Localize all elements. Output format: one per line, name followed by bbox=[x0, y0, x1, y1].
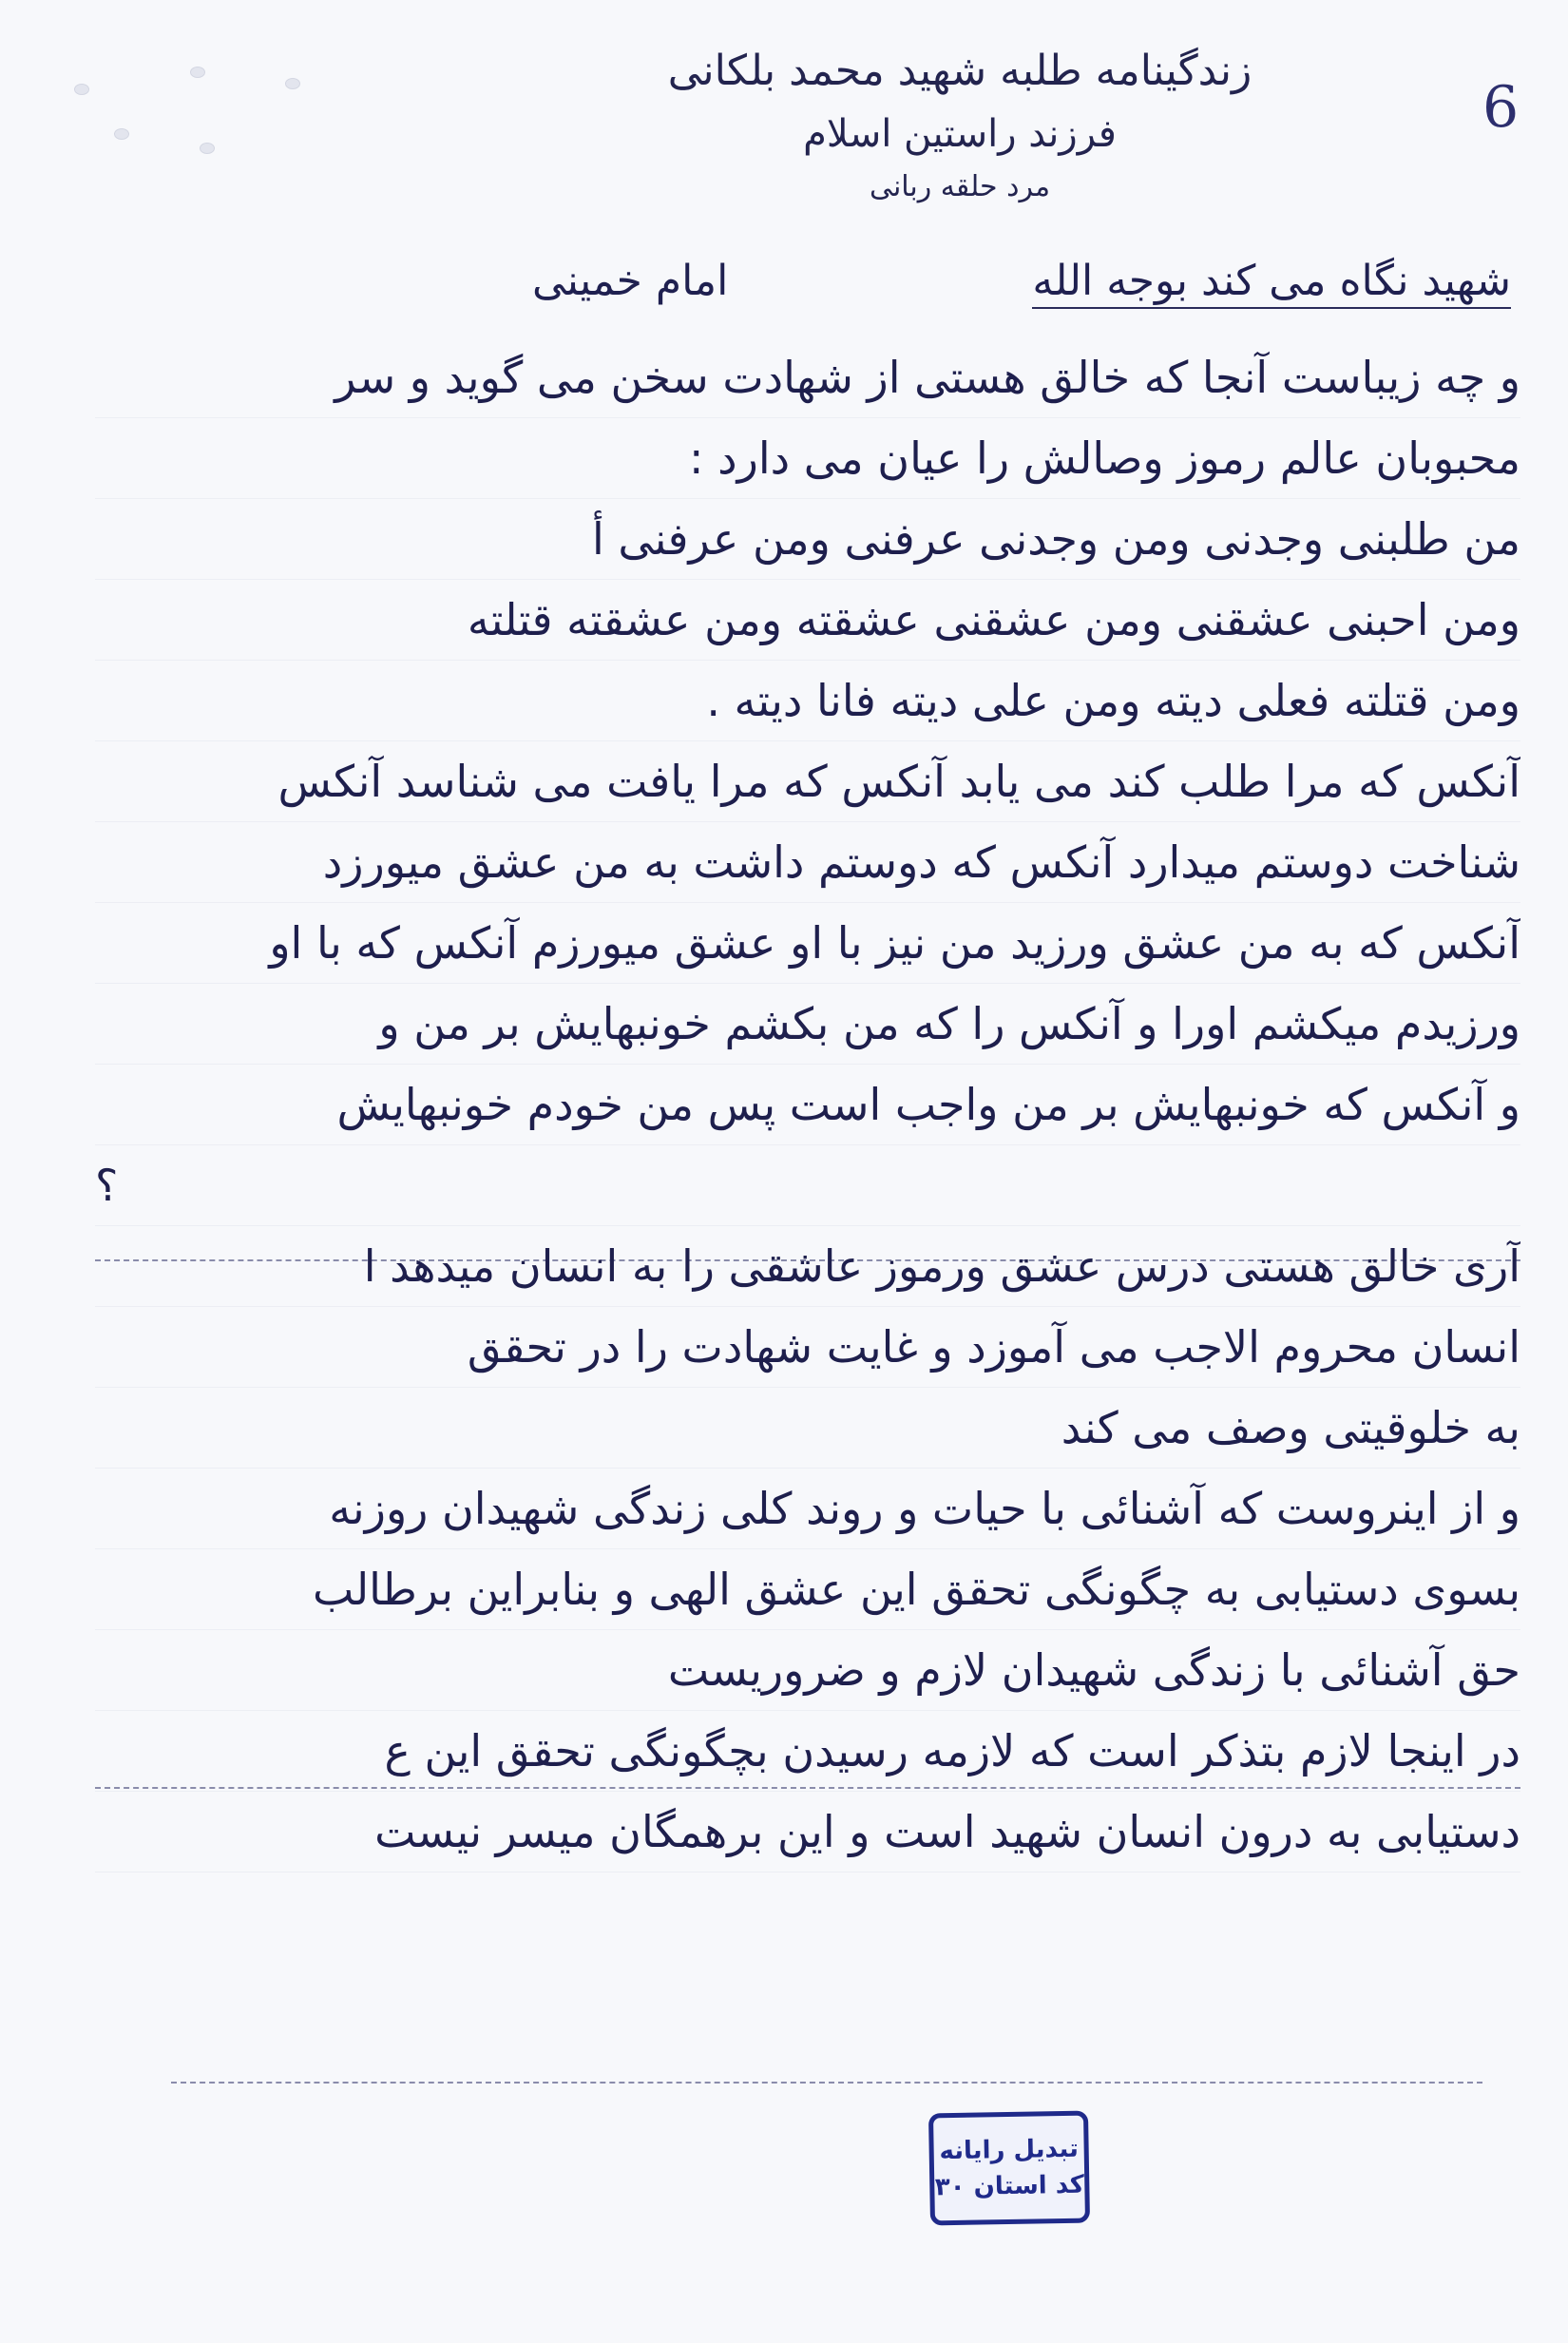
text-line: شناخت دوستم میدارد آنکس که دوستم داشت به من عشق میورزد bbox=[95, 822, 1520, 903]
page-number: 6 bbox=[1482, 74, 1520, 141]
text-line: من طلبنی وجدنی ومن وجدنی عرفنی ومن عرفنی أ bbox=[95, 499, 1520, 580]
text-line: آنکس که به من عشق ورزید من نیز با او عشق میورزم آنکس که با او bbox=[95, 903, 1520, 984]
text-line: بسوی دستیابی به چگونگی تحقق این عشق الهی و بنابراین برطالب bbox=[95, 1549, 1520, 1630]
stamp-line-2: کد استان ۳۰ bbox=[934, 2170, 1085, 2202]
paper-hole-mark bbox=[285, 78, 300, 89]
text-line: ومن قتلته فعلی دیته ومن علی دیته فانا دیته . bbox=[95, 661, 1520, 741]
dashed-divider bbox=[171, 2082, 1482, 2084]
text-line: و چه زیباست آنجا که خالق هستی از شهادت سخن می گوید و سر bbox=[95, 337, 1520, 418]
text-line: در اینجا لازم بتذکر است که لازمه رسیدن بچگونگی تحقق این ع bbox=[95, 1711, 1520, 1792]
text-line: دستیابی به درون انسان شهید است و این برهمگان میسر نیست bbox=[95, 1792, 1520, 1872]
text-line: ؟ bbox=[95, 1145, 1520, 1226]
paper-hole-mark bbox=[200, 143, 215, 154]
stamp-line-1: تبدیل رایانه bbox=[939, 2134, 1080, 2166]
text-line: به خلوقیتی وصف می کند bbox=[95, 1388, 1520, 1469]
text-line: و آنکس که خونبهایش بر من واجب است پس من خودم خونبهایش bbox=[95, 1065, 1520, 1145]
text-line: و از اینروست که آشنائی با حیات و روند کلی زندگی شهیدان روزنه bbox=[95, 1469, 1520, 1549]
archive-stamp bbox=[928, 2111, 1090, 2226]
epigraph-text: شهید نگاه می کند بوجه الله bbox=[1032, 257, 1511, 309]
document-title: زندگینامه طلبه شهید محمد بلکانی bbox=[667, 47, 1252, 95]
text-line: آری خالق هستی درس عشق ورموز عاشقی را به انسان میدهد ا bbox=[95, 1226, 1520, 1307]
text-line: ومن احبنی عشقنی ومن عشقنی عشقته ومن عشقته قتلته bbox=[95, 580, 1520, 661]
text-line: انسان محروم الاجب می آموزد و غایت شهادت را در تحقق bbox=[95, 1307, 1520, 1388]
text-line: محبوبان عالم رموز وصالش را عیان می دارد : bbox=[95, 418, 1520, 499]
document-header bbox=[532, 38, 1387, 211]
paper-hole-mark bbox=[74, 84, 89, 95]
document-subtitle: فرزند راستین اسلام bbox=[803, 112, 1117, 156]
epigraph-attribution: امام خمینی bbox=[532, 257, 729, 305]
body-text bbox=[95, 337, 1520, 1872]
text-line: آنکس که مرا طلب کند می یابد آنکس که مرا یافت می شناسد آنکس bbox=[95, 741, 1520, 822]
text-line: حق آشنائی با زندگی شهیدان لازم و ضروریست bbox=[95, 1630, 1520, 1711]
paper-hole-mark bbox=[114, 128, 129, 140]
header-note: مرد حلقه ربانی bbox=[869, 170, 1051, 203]
paper-hole-mark bbox=[190, 67, 205, 78]
epigraph bbox=[418, 257, 1511, 309]
text-line: ورزیدم میکشم اورا و آنکس را که من بکشم خونبهایش بر من و bbox=[95, 984, 1520, 1065]
